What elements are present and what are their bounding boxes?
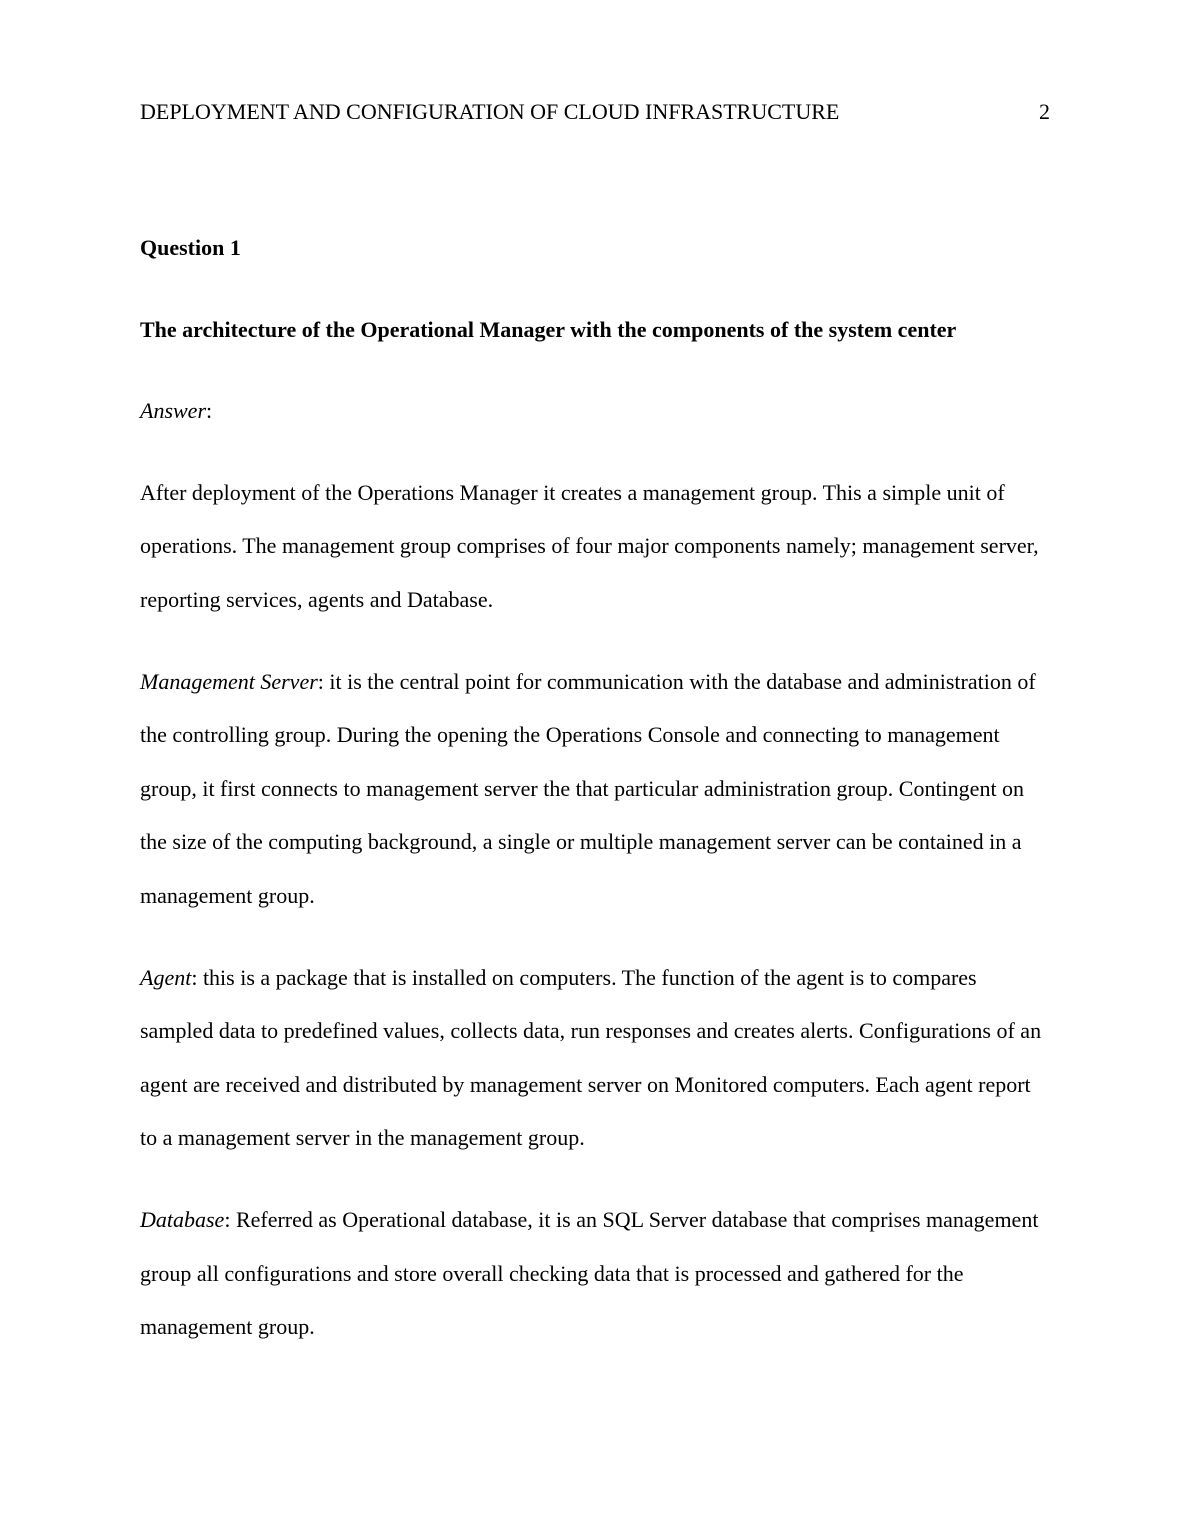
running-head xyxy=(140,98,1050,126)
component-text: : Referred as Operational database, it is an SQL Server database that comprises management group all configurations and store overall checking data that is processed and gathered for the management group. xyxy=(140,1206,1039,1340)
answer-colon: : xyxy=(206,398,213,424)
component-paragraph-agent xyxy=(140,951,1052,1165)
answer-label: Answer xyxy=(140,398,206,424)
question-title: The architecture of the Operational Manager with the components of the system center xyxy=(140,316,957,342)
intro-paragraph: After deployment of the Operations Manager it creates a management group. This a simple unit of operations. The management group comprises of four major components namely; management server, reporting services, agents and Database. xyxy=(140,479,1039,612)
answer-label-line xyxy=(140,384,1052,438)
page-number: 2 xyxy=(1039,99,1050,124)
component-term: Agent xyxy=(140,964,192,990)
running-head-title: DEPLOYMENT AND CONFIGURATION OF CLOUD INFRASTRUCTURE xyxy=(140,99,840,124)
document-body xyxy=(140,221,1052,1382)
component-text: : this is a package that is installed on computers. The function of the agent is to compares sampled data to predefined values, collects data, run responses and creates alerts. Configurations of an agent are received and distributed by management server on Monitored computers. Each agent report to a management server in the management group. xyxy=(140,964,1042,1151)
component-text: : it is the central point for communication with the database and administration of the controlling group. During the opening the Operations Console and connecting to management group, it first connects to management server the that particular administration group. Contingent on the size of the computing background, a single or multiple management server can be contained in a management group. xyxy=(140,668,1036,908)
component-term: Management Server xyxy=(140,668,318,694)
component-paragraph-database xyxy=(140,1193,1052,1354)
component-term: Database xyxy=(140,1206,225,1232)
component-paragraph-management-server xyxy=(140,655,1052,923)
question-heading: Question 1 xyxy=(140,235,241,260)
